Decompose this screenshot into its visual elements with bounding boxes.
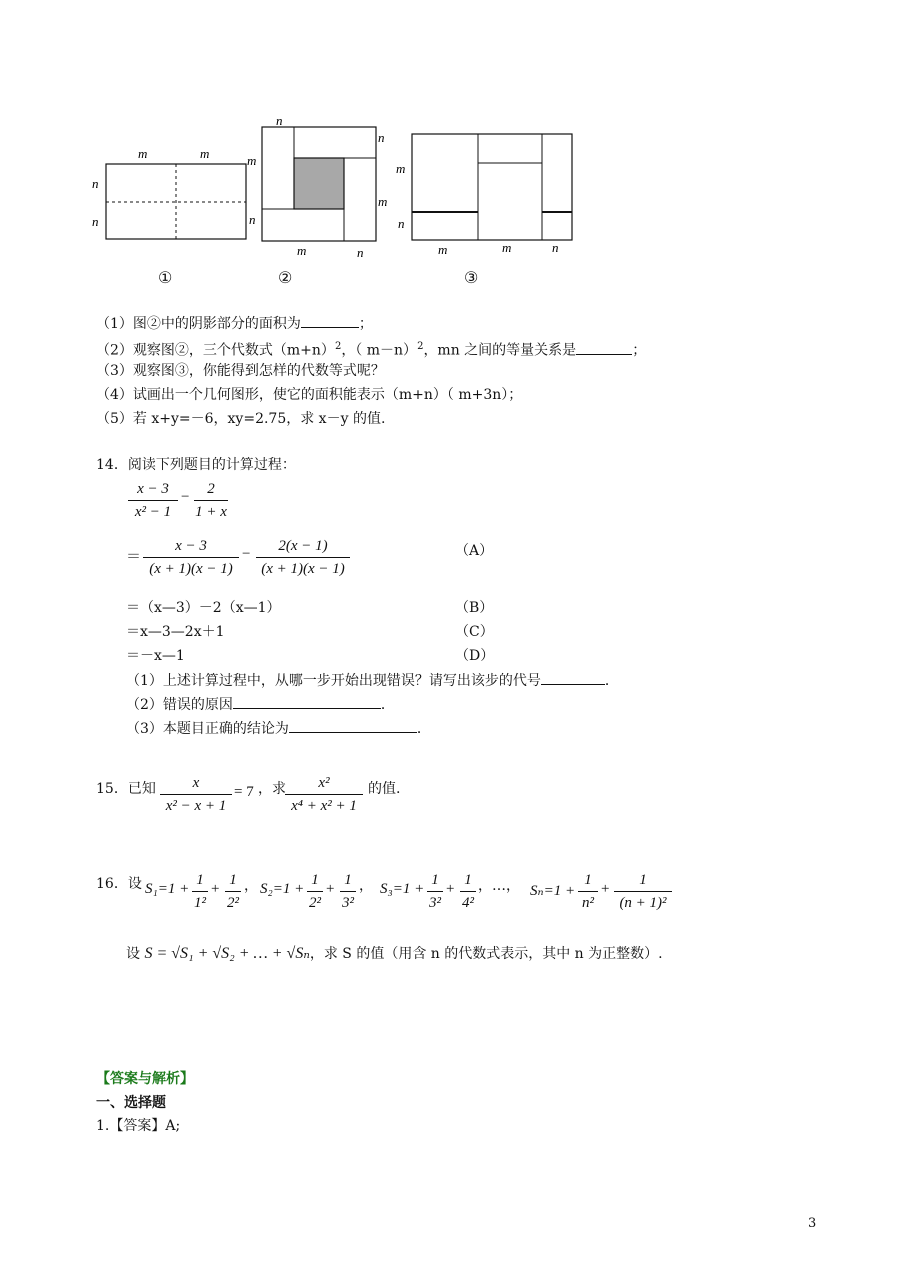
q16-s2-frac-2: 1 3² <box>342 872 354 911</box>
q16-sn-head: Sₙ=1 + <box>530 883 576 899</box>
q14-tag-c: （C） <box>455 624 494 640</box>
fig1-n-top: n <box>92 176 99 191</box>
q16-s1-head: S₁=1 + <box>145 881 190 897</box>
q16-s1-frac-2: 1 2² <box>227 872 239 911</box>
q15-prefix: 15．已知 <box>96 781 156 797</box>
q13-part1: （1）图②中的阴影部分的面积为 ； <box>96 313 373 334</box>
fig2-n-right: n <box>378 130 385 145</box>
q14-equals-a: ＝ <box>126 549 142 565</box>
fig1-n-bottom: n <box>92 214 99 229</box>
q16-comma-2: ， <box>359 878 373 894</box>
q14-minus-1: − <box>181 489 190 505</box>
page-number: 3 <box>808 1216 817 1231</box>
q15-frac-1: x x² − x + 1 <box>160 772 232 817</box>
q15-mid: ，求 <box>258 781 286 797</box>
answer-1: 1.【答案】A; <box>96 1118 181 1134</box>
q15-suffix: 的值. <box>368 781 401 797</box>
fig3-m-bottom-1: m <box>438 242 448 257</box>
fig2-m-bottom: m <box>297 243 307 258</box>
q14-line-b: ＝（x—3）－2（x—1） <box>126 600 281 616</box>
q14-frac-4: 2(x − 1) (x + 1)(x − 1) <box>256 535 350 580</box>
q16-sn-plus: + <box>601 881 610 897</box>
q15-frac-2: x² x⁴ + x² + 1 <box>285 772 363 817</box>
q15-equals-7: = 7 <box>234 784 254 800</box>
q16-s2-frac-1: 1 2² <box>309 872 321 911</box>
q14-frac-1: x − 3 x² − 1 <box>128 478 178 523</box>
q14-tag-a: （A） <box>455 543 494 559</box>
fig3-n-left: n <box>398 216 405 231</box>
q16-s3-head: S₃=1 + <box>380 881 425 897</box>
figure-label-2: ② <box>278 268 293 287</box>
q14-frac-3: x − 3 (x + 1)(x − 1) <box>143 535 239 580</box>
q16-s3-frac-2: 1 4² <box>462 872 474 911</box>
q16-s2-plus: + <box>326 881 335 897</box>
q16-prefix: 16．设 <box>96 876 142 892</box>
fig2-n-top: n <box>276 113 283 128</box>
q16-s3-frac-1: 1 3² <box>429 872 441 911</box>
q16-sn-frac-1: 1 n² <box>578 869 598 914</box>
q16-line2: 设 S = √S₁ + √S₂ + … + √Sₙ，求 S 的值（用含 n 的代数式表示，其中 n 为正整数）. <box>126 945 663 962</box>
fig3-m-left: m <box>396 161 406 176</box>
answers-header: 【答案与解析】 <box>96 1071 194 1087</box>
q13-part5: （5）若 x+y=－6，xy=2.75，求 x－y 的值. <box>96 411 386 427</box>
fig1-m-left: m <box>138 146 148 161</box>
q16-ellipsis: ，…， <box>478 878 520 894</box>
figure-label-3: ③ <box>464 268 479 287</box>
figure-2 <box>244 112 394 262</box>
q16-s1-plus: + <box>211 881 220 897</box>
q16-s3-plus: + <box>446 881 455 897</box>
q14-sub-2: （2）错误的原因 ． <box>126 694 395 715</box>
q13-part3: （3）观察图③，你能得到怎样的代数等式呢？ <box>96 363 385 379</box>
q16-sum-formula: S = √S₁ + √S₂ + … + √Sₙ <box>144 945 310 962</box>
q14-line-d: ＝－x—1 <box>126 648 185 664</box>
q13-part4: （4）试画出一个几何图形，使它的面积能表示（m+n）（ m+3n）； <box>96 387 523 403</box>
fig2-m-left: m <box>247 153 257 168</box>
q16-comma-1: ， <box>244 878 258 894</box>
q14-sub-3: （3）本题目正确的结论为 ． <box>126 718 431 739</box>
q14-title: 14．阅读下列题目的计算过程： <box>96 457 296 473</box>
figure-3 <box>394 128 584 258</box>
q16-s2-head: S₂=1 + <box>260 881 305 897</box>
fig3-n-bottom: n <box>552 240 559 255</box>
q16-s1-frac-1: 1 1² <box>194 872 206 911</box>
answers-section-title: 一、选择题 <box>96 1095 166 1111</box>
figure-label-1: ① <box>158 268 173 287</box>
fig2-n-left: n <box>249 212 256 227</box>
q14-minus-2: − <box>242 546 251 562</box>
q14-frac-2: 2 1 + x <box>195 481 227 520</box>
q14-sub-1: （1）上述计算过程中，从哪一步开始出现错误？请写出该步的代号 ． <box>126 670 619 691</box>
figure-1 <box>88 140 258 250</box>
fig1-m-right: m <box>200 146 210 161</box>
q14-tag-b: （B） <box>455 600 494 616</box>
q13-part2: （2）观察图②，三个代数式$(m+n)^2$，（ m－n）$^2$，mn 之间的等量关系是 ； <box>96 341 647 359</box>
fig3-m-bottom-2: m <box>502 240 512 255</box>
q14-tag-d: （D） <box>455 648 495 664</box>
fig2-m-right: m <box>378 194 388 209</box>
q14-line-c: ＝x—3—2x＋1 <box>126 624 225 640</box>
q16-sn-frac-2: 1 (n + 1)² <box>614 869 672 914</box>
fig2-n-bottom: n <box>357 245 364 260</box>
